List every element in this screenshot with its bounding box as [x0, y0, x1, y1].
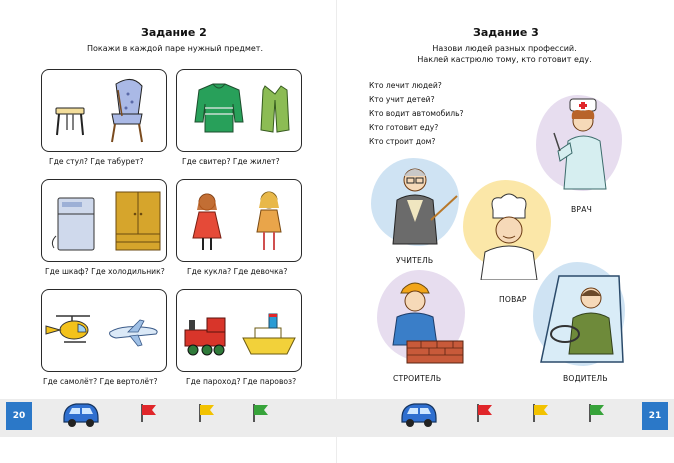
card-fridge-wardrobe[interactable] — [41, 179, 167, 262]
card-5-caption: Где самолёт? Где вертолёт? — [43, 377, 158, 386]
right-page — [337, 0, 674, 463]
label-teacher: УЧИТЕЛЬ — [396, 256, 434, 265]
teacher-icon[interactable] — [379, 160, 459, 246]
page-number-left: 20 — [6, 402, 32, 430]
girl-icon — [257, 192, 281, 250]
yellow-flag-icon — [196, 402, 218, 424]
sweater-icon — [195, 84, 243, 132]
locomotive-icon — [185, 318, 225, 355]
car-icon — [398, 400, 440, 428]
steamboat-icon — [243, 314, 295, 354]
label-doctor: ВРАЧ — [571, 205, 592, 214]
green-flag-icon — [586, 402, 608, 424]
card-6-caption: Где пароход? Где паровоз? — [186, 377, 297, 386]
helicopter-icon — [46, 316, 90, 342]
task-3-instruction-2: Наклей кастрюлю тому, кто готовит еду. — [417, 55, 592, 64]
card-stool-armchair[interactable] — [41, 69, 167, 152]
page-number-right: 21 — [642, 402, 668, 430]
armchair-icon — [112, 79, 142, 142]
question-5: Кто строит дом? — [369, 137, 436, 146]
stool-icon — [56, 108, 84, 135]
question-4: Кто готовит еду? — [369, 123, 439, 132]
label-cook: ПОВАР — [499, 295, 527, 304]
task-2-title: Задание 2 — [141, 26, 207, 39]
airplane-icon — [110, 320, 158, 346]
card-helicopter-airplane[interactable] — [41, 289, 167, 372]
yellow-flag-icon — [530, 402, 552, 424]
task-2-instruction: Покажи в каждой паре нужный предмет. — [86, 44, 264, 53]
task-3-title: Задание 3 — [473, 26, 539, 39]
cook-icon[interactable] — [471, 190, 549, 280]
task-3-instruction-1: Назови людей разных профессий. — [432, 44, 577, 53]
car-icon — [60, 400, 102, 428]
builder-icon[interactable] — [377, 275, 467, 365]
card-4-caption: Где кукла? Где девочка? — [187, 267, 288, 276]
question-2: Кто учит детей? — [369, 95, 435, 104]
wardrobe-icon — [116, 192, 160, 250]
card-2-caption: Где свитер? Где жилет? — [182, 157, 280, 166]
card-1-caption: Где стул? Где табурет? — [49, 157, 144, 166]
label-builder: СТРОИТЕЛЬ — [393, 374, 442, 383]
card-sweater-vest[interactable] — [176, 69, 302, 152]
question-3: Кто водит автомобиль? — [369, 109, 464, 118]
red-flag-icon — [138, 402, 160, 424]
doctor-icon[interactable] — [542, 93, 622, 191]
card-doll-girl[interactable] — [176, 179, 302, 262]
question-1: Кто лечит людей? — [369, 81, 442, 90]
red-flag-icon — [474, 402, 496, 424]
fridge-icon — [52, 198, 94, 250]
card-locomotive-steamboat[interactable] — [176, 289, 302, 372]
driver-icon[interactable] — [535, 268, 625, 364]
doll-icon — [193, 194, 221, 250]
green-flag-icon — [250, 402, 272, 424]
card-3-caption: Где шкаф? Где холодильник? — [45, 267, 165, 276]
label-driver: ВОДИТЕЛЬ — [563, 374, 608, 383]
vest-icon — [261, 86, 289, 132]
